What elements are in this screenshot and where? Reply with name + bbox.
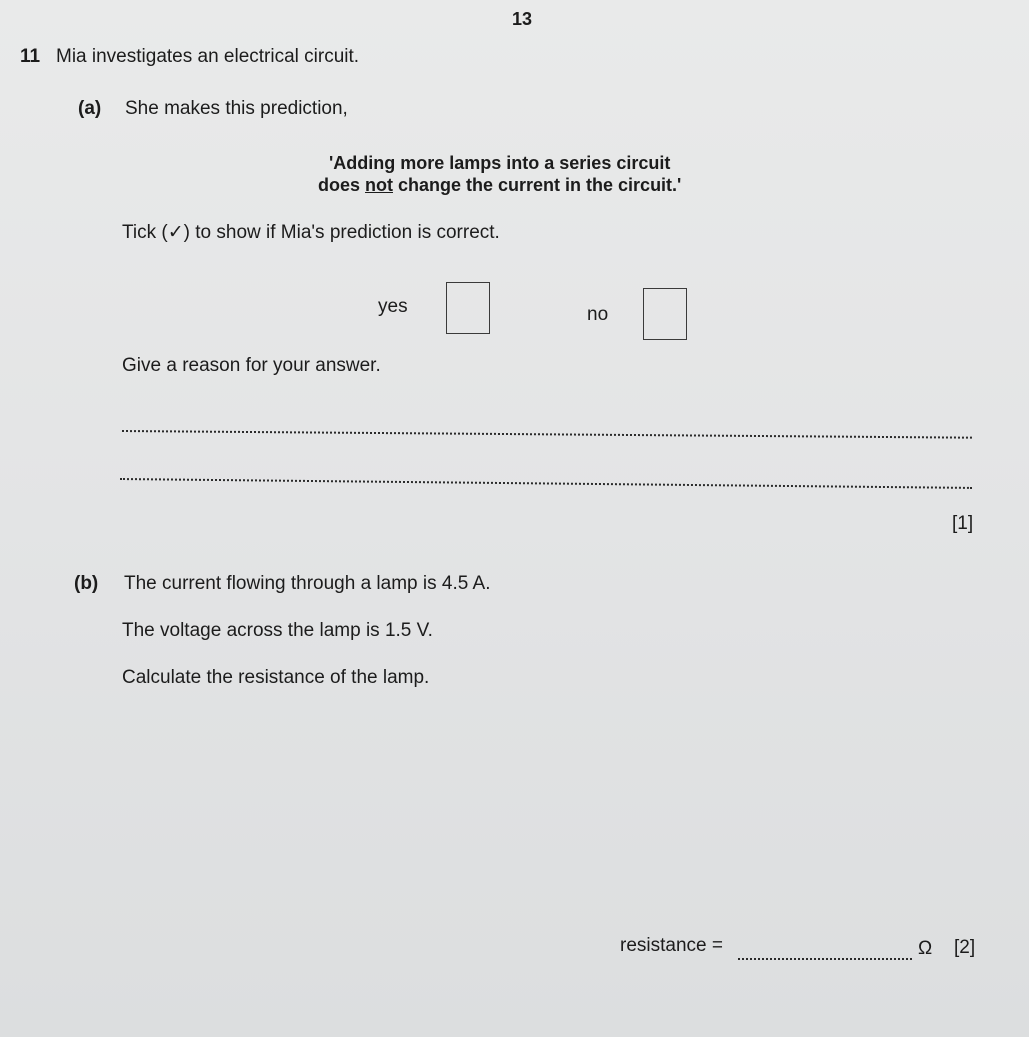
voltage-statement: The voltage across the lamp is 1.5 V. xyxy=(122,620,433,641)
part-a-marks: [1] xyxy=(952,513,974,534)
option-no-label: no xyxy=(587,304,609,325)
prediction-quote-line-2 xyxy=(318,174,681,196)
yes-tickbox[interactable] xyxy=(446,282,490,334)
part-b-label: (b) xyxy=(74,573,99,594)
question-stem: Mia investigates an electrical circuit. xyxy=(56,46,360,67)
calculate-instruction: Calculate the resistance of the lamp. xyxy=(122,667,430,688)
question-number: 11 xyxy=(20,46,41,67)
tick-instruction: Tick (✓) to show if Mia's prediction is correct. xyxy=(122,222,500,243)
answer-line-2[interactable] xyxy=(120,478,972,489)
reason-prompt: Give a reason for your answer. xyxy=(122,355,381,376)
resistance-answer-line[interactable] xyxy=(738,958,912,960)
current-statement: The current flowing through a lamp is 4.5 A. xyxy=(124,573,491,594)
part-a-intro: She makes this prediction, xyxy=(125,98,348,119)
prediction-quote xyxy=(318,152,681,196)
part-b-marks: [2] xyxy=(954,937,976,958)
quote-line-2-before: does xyxy=(318,175,366,195)
ohm-unit: Ω xyxy=(918,938,933,959)
quote-line-2-after: change the current in the circuit.' xyxy=(393,175,682,195)
resistance-label: resistance = xyxy=(620,935,723,956)
part-a-label: (a) xyxy=(78,98,102,119)
page-number: 13 xyxy=(512,9,533,29)
quote-underlined-not: not xyxy=(365,175,393,195)
prediction-quote-line-1: 'Adding more lamps into a series circuit xyxy=(328,153,671,173)
answer-line-1[interactable] xyxy=(122,430,972,439)
no-tickbox[interactable] xyxy=(643,288,687,340)
option-yes-label: yes xyxy=(378,296,408,317)
